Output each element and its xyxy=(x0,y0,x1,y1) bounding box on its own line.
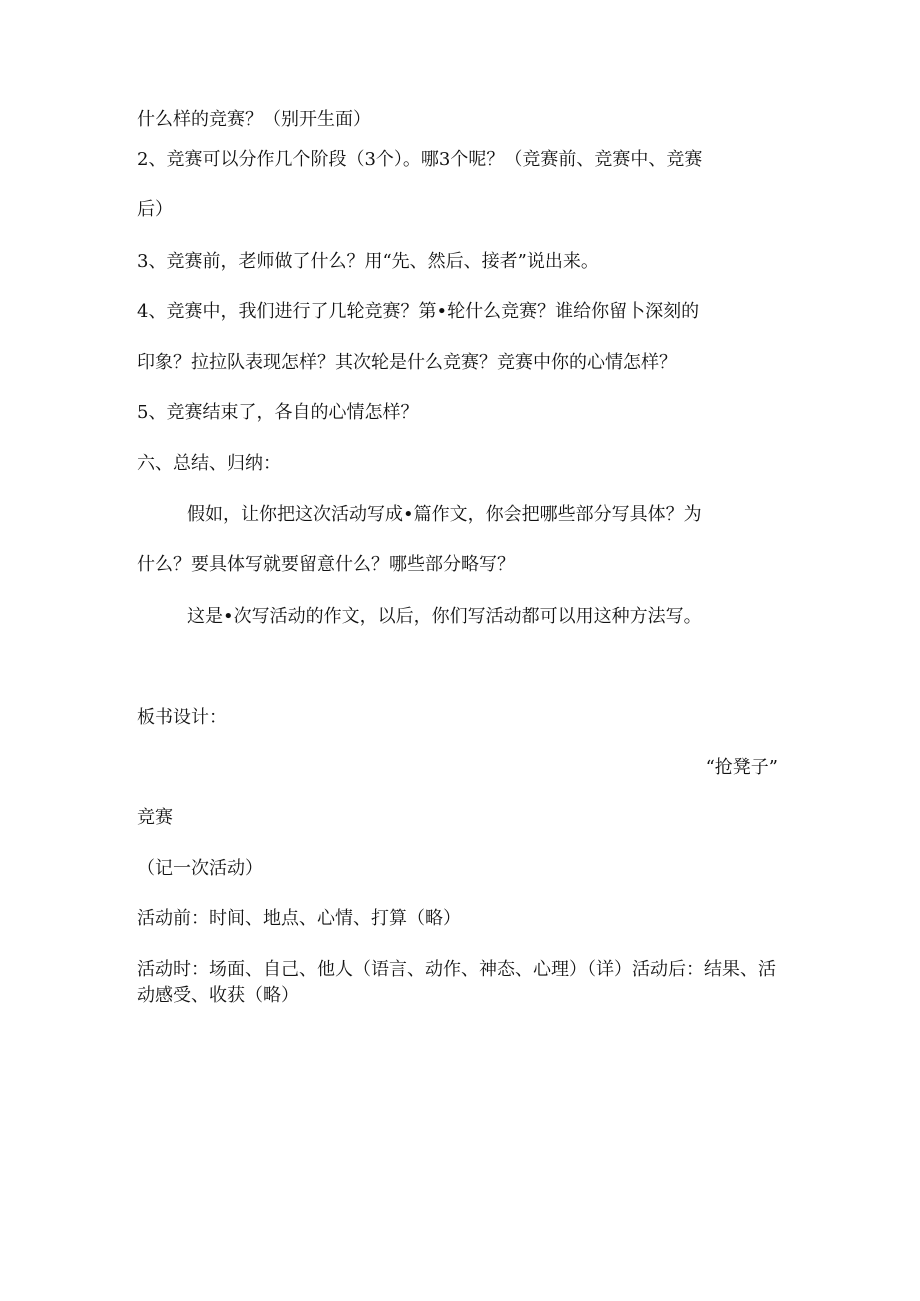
text-line-3: 后） xyxy=(137,199,173,220)
text-line-7: 5、竞赛结束了，各自的心情怎样？ xyxy=(137,402,419,423)
board-before: 活动前：时间、地点、心情、打算（略） xyxy=(137,908,461,929)
section-heading-summary: 六、总结、归纳： xyxy=(137,453,281,474)
board-subtitle: （记一次活动） xyxy=(137,858,263,879)
text-line-2: 2、竞赛可以分作几个阶段（3个）。哪3个呢？（竞赛前、竞赛中、竞赛 xyxy=(137,149,703,170)
text-line-1: 什么样的竞赛？（别开生面） xyxy=(137,109,371,130)
board-heading: 板书设计： xyxy=(137,707,227,728)
text-line-10: 什么？要具体写就要留意什么？哪些部分略写？ xyxy=(137,554,515,575)
text-line-9: 假如，让你把这次活动写成•篇作文，你会把哪些部分写具体？为 xyxy=(187,504,702,525)
board-subject: 竞赛 xyxy=(137,807,173,828)
board-title: “抢凳子” xyxy=(705,757,778,778)
text-line-4: 3、竞赛前，老师做了什么？用“先、然后、接者”说出来。 xyxy=(137,251,599,272)
board-during-after: 活动时：场面、自己、他人（语言、动作、神态、心理）（详）活动后：结果、活动感受、收获（略） xyxy=(137,959,776,1006)
text-line-6: 印象？拉拉队表现怎样？其次轮是什么竞赛？竞赛中你的心情怎样？ xyxy=(137,352,677,373)
text-line-11: 这是•次写活动的作文，以后，你们写活动都可以用这种方法写。 xyxy=(187,606,702,627)
text-line-5: 4、竞赛中，我们进行了几轮竞赛？第•轮什么竞赛？谁给你留卜深刻的 xyxy=(137,301,700,322)
